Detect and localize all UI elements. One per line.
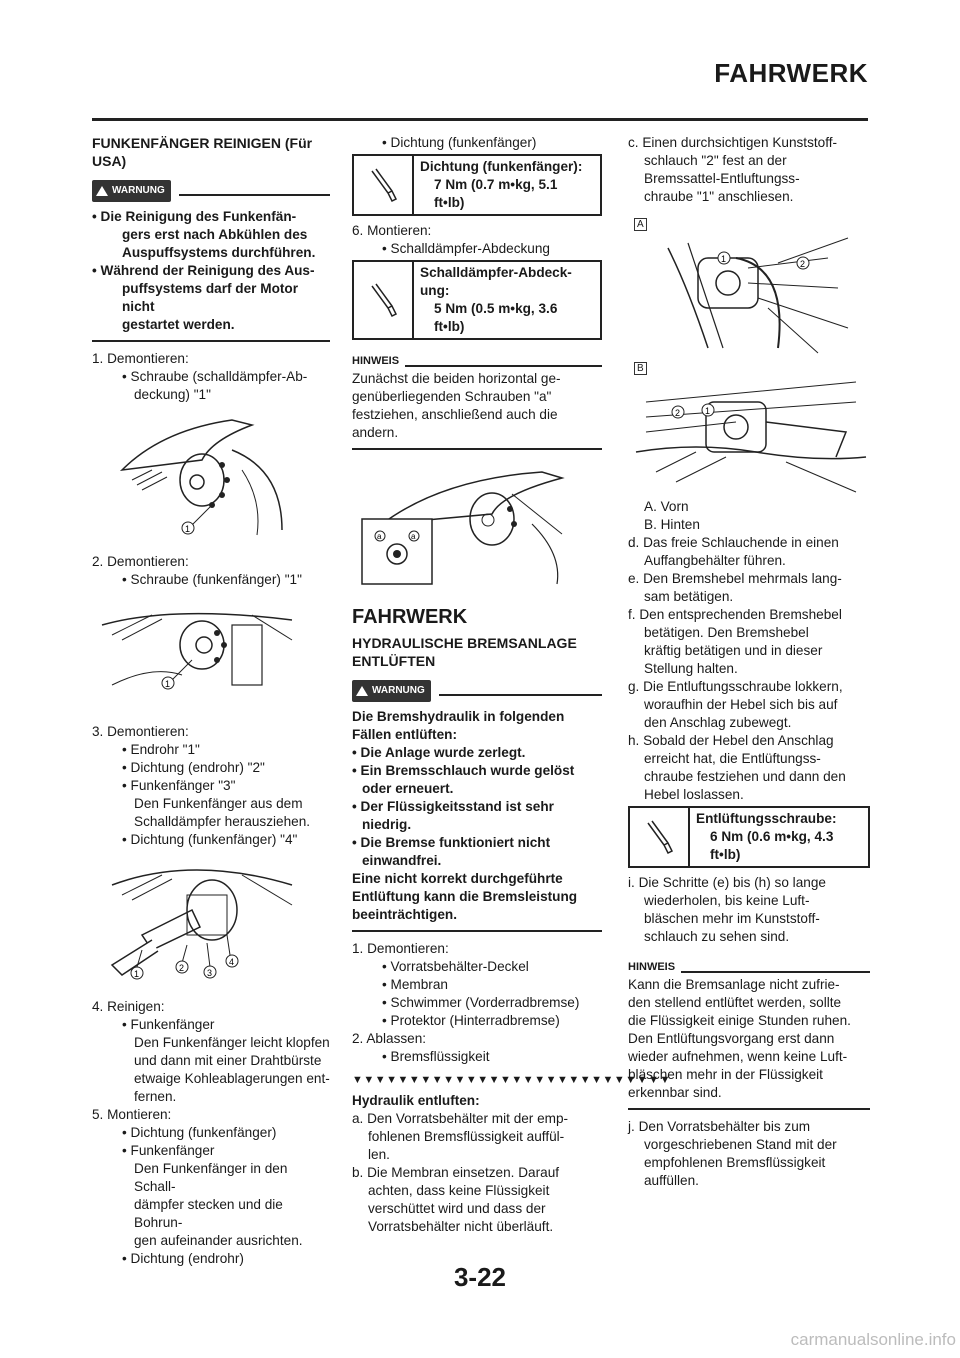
legend-front: A. Vorn — [644, 499, 689, 514]
warning-body — [352, 708, 602, 932]
note-rule — [681, 971, 870, 973]
step-5-note: gen aufeinander ausrichten. — [134, 1233, 303, 1248]
warning-badge — [92, 180, 171, 202]
note-line: andern. — [352, 425, 399, 440]
torque-label: Schalldämpfer-Abdeck- — [420, 265, 572, 280]
hydraulik-title: Hydraulik entluften: — [352, 1093, 480, 1108]
torque-label: ung: — [420, 283, 450, 298]
note-header — [628, 958, 870, 976]
note-line: Den Entlüftungsvorgang erst dann — [628, 1031, 835, 1046]
torque-wrench-icon — [630, 808, 690, 866]
step-4-note: fernen. — [134, 1089, 177, 1104]
step-3-item: • Funkenfänger "3" — [122, 778, 236, 793]
warning-line: gers erst nach Abkühlen des — [122, 227, 308, 242]
note-line: genüberliegenden Schrauben "a" — [352, 389, 552, 404]
torque-box-muffler-cover — [352, 260, 602, 340]
warning-line: Entlüftung kann die Bremsleistung — [352, 889, 578, 904]
note-line: die Flüssigkeit einige Stunden ruhen. — [628, 1013, 851, 1028]
torque-wrench-icon — [354, 262, 414, 338]
step-j: j. Den Vorratsbehälter bis zum — [628, 1119, 811, 1134]
step-i: i. Die Schritte (e) bis (h) so lange — [628, 875, 826, 890]
step-5-item: • Funkenfänger — [122, 1143, 215, 1158]
step-3-note: Schalldämpfer herausziehen. — [134, 814, 311, 829]
warning-header — [92, 180, 330, 202]
torque-text — [414, 262, 578, 338]
callout-3: 3 — [207, 968, 213, 978]
step-b: achten, dass keine Flüssigkeit — [368, 1183, 550, 1198]
note-line: Kann die Bremsanlage nicht zufrie- — [628, 977, 840, 992]
warning-line: • Ein Bremsschlauch wurde gelöst — [352, 763, 575, 778]
warning-line: • Während der Reinigung des Aus- — [92, 263, 315, 278]
warning-line: • Die Bremse funktioniert nicht — [352, 835, 551, 850]
step-j: vorgeschriebenen Stand mit der — [644, 1137, 837, 1152]
bleed-step-1-item: • Vorratsbehälter-Deckel — [382, 959, 529, 974]
figure-label-b: B — [634, 362, 647, 375]
step-2-item: • Schraube (funkenfänger) "1" — [122, 572, 302, 587]
step-g: den Anschlag zubewegt. — [644, 715, 792, 730]
warning-line: oder erneuert. — [362, 781, 454, 796]
step-3-note: Den Funkenfänger aus dem — [134, 796, 303, 811]
step-i: bläschen mehr im Kunststoff- — [644, 911, 820, 926]
step-2: 2. Demontieren: — [92, 554, 189, 569]
note-line: erkennbar sind. — [628, 1085, 722, 1100]
warning-line: • Der Flüssigkeitsstand ist sehr — [352, 799, 554, 814]
warning-rule — [439, 694, 602, 696]
step-4: 4. Reinigen: — [92, 999, 165, 1014]
step-1-item: • Schraube (schalldämpfer-Ab- — [122, 369, 308, 384]
column-1 — [92, 134, 330, 1268]
warning-line: Auspuffsystems durchführen. — [122, 245, 316, 260]
callout-1: 1 — [721, 254, 727, 264]
step-d: d. Das freie Schlauchende in einen — [628, 535, 839, 550]
torque-box-gasket — [352, 154, 602, 216]
note-header — [352, 352, 602, 370]
bleed-step-1: 1. Demontieren: — [352, 941, 449, 956]
step-f: kräftig betätigen und in dieser — [644, 643, 823, 658]
step-3-item: • Dichtung (endrohr) "2" — [122, 760, 265, 775]
step-f: betätigen. Den Bremshebel — [644, 625, 809, 640]
step-j: empfohlenen Bremsflüssigkeit — [644, 1155, 826, 1170]
note-line: den stellend entlüftet werden, sollte — [628, 995, 842, 1010]
section-title-chassis: FAHRWERK — [352, 606, 468, 628]
step-3-item: • Dichtung (funkenfänger) "4" — [122, 832, 298, 847]
step-4-note: Den Funkenfänger leicht klopfen — [134, 1035, 330, 1050]
step-4-note: etwaige Kohleablagerungen ent- — [134, 1071, 330, 1086]
warning-line: • Die Anlage wurde zerlegt. — [352, 745, 526, 760]
step-1-item: deckung) "1" — [134, 387, 211, 402]
step-3: 3. Demontieren: — [92, 724, 189, 739]
figure-spark-arrester-parts — [92, 855, 312, 985]
bleed-step-1-item: • Protektor (Hinterradbremse) — [382, 1013, 560, 1028]
step-5-item: • Dichtung (funkenfänger) — [122, 1125, 277, 1140]
bleed-step-1-item: • Schwimmer (Vorderradbremse) — [382, 995, 580, 1010]
step-h: chraube festziehen und dann den — [644, 769, 846, 784]
figure-label-a: A — [634, 218, 647, 231]
step-5-note: Den Funkenfänger in den Schall- — [134, 1161, 288, 1194]
callout-a: a — [411, 532, 416, 541]
warning-line: puffsystems darf der Motor nicht — [122, 281, 298, 314]
note-line: Zunächst die beiden horizontal ge- — [352, 371, 561, 386]
step-b: b. Die Membran einsetzen. Darauf — [352, 1165, 560, 1180]
column-3 — [628, 134, 870, 1190]
torque-wrench-icon — [354, 156, 414, 214]
note-line: festziehen, anschließend auch die — [352, 407, 558, 422]
callout-2: 2 — [179, 963, 185, 973]
torque-text — [414, 156, 588, 214]
warning-line: • Die Reinigung des Funkenfän- — [92, 209, 297, 224]
torque-value: 7 Nm (0.7 m•kg, 5.1 — [434, 177, 558, 192]
step-4-note: und dann mit einer Drahtbürste — [134, 1053, 322, 1068]
figure-front-caliper — [628, 218, 870, 356]
warning-label: WARNUNG — [112, 185, 165, 196]
warning-line: Die Bremshydraulik in folgenden — [352, 709, 565, 724]
step-1: 1. Demontieren: — [92, 351, 189, 366]
section-title-spark-arrester: FUNKENFÄNGER REINIGEN (Für USA) — [92, 135, 313, 169]
note-line: bläschen mehr in der Flüssigkeit — [628, 1067, 823, 1082]
step-j: auffüllen. — [644, 1173, 699, 1188]
warning-rule — [179, 194, 330, 196]
callout-2: 2 — [800, 259, 806, 269]
step-i: wiederholen, bis keine Luft- — [644, 893, 810, 908]
step-c: Bremssattel-Entluftungss- — [644, 171, 800, 186]
step-5-note: dämpfer stecken und die Bohrun- — [134, 1197, 283, 1230]
torque-value: 6 Nm (0.6 m•kg, 4.3 — [710, 829, 834, 844]
callout-a: a — [377, 532, 382, 541]
step-6-item: • Schalldämpfer-Abdeckung — [382, 241, 550, 256]
step-5-item: • Dichtung (endrohr) — [122, 1251, 244, 1266]
figure-spark-arrester-screw — [92, 595, 312, 710]
warning-line: einwandfrei. — [362, 853, 442, 868]
torque-value: ft•lb) — [710, 847, 741, 862]
callout-4: 4 — [229, 957, 235, 967]
figure-muffler-cover-tighten-order — [352, 464, 582, 589]
warning-icon — [96, 186, 108, 196]
step-c: c. Einen durchsichtigen Kunststoff- — [628, 135, 838, 150]
figure-muffler-cover-screw — [92, 410, 312, 540]
step-e: e. Den Bremshebel mehrmals lang- — [628, 571, 842, 586]
step-a: fohlenen Bremsflüssigkeit auffül- — [368, 1129, 565, 1144]
warning-body — [92, 208, 330, 342]
step-h: h. Sobald der Hebel den Anschlag — [628, 733, 834, 748]
step-h: Hebel loslassen. — [644, 787, 744, 802]
page-header-title: FAHRWERK — [714, 58, 868, 88]
torque-label: Entlüftungsschraube: — [696, 811, 837, 826]
step-b: verschüttet wird und dass der — [368, 1201, 546, 1216]
step-i: schlauch zu sehen sind. — [644, 929, 790, 944]
step-a: len. — [368, 1147, 390, 1162]
step-5-item: • Dichtung (funkenfänger) — [382, 135, 537, 150]
step-3-item: • Endrohr "1" — [122, 742, 200, 757]
note-label: HINWEIS — [628, 961, 676, 973]
callout-2: 2 — [675, 408, 681, 418]
step-g: woraufhin der Hebel sich bis auf — [644, 697, 838, 712]
step-h: erreicht hat, die Entlüftungss- — [644, 751, 821, 766]
torque-text — [690, 808, 842, 866]
step-f: f. Den entsprechenden Bremshebel — [628, 607, 842, 622]
legend-rear: B. Hinten — [644, 517, 700, 532]
section-title-brake-bleeding: HYDRAULISCHE BREMSANLAGE ENTLÜFTEN — [352, 635, 577, 669]
note-line: wieder aufnehmen, wenn keine Luft- — [628, 1049, 848, 1064]
note-rule — [405, 365, 602, 367]
step-c: chraube "1" anschliesen. — [644, 189, 794, 204]
step-b: Vorratsbehälter nicht überläuft. — [368, 1219, 554, 1234]
rear-caliper-drawing — [636, 362, 868, 492]
warning-header — [352, 680, 602, 702]
header-rule — [92, 118, 868, 121]
bleed-step-2-item: • Bremsflüssigkeit — [382, 1049, 490, 1064]
warning-badge — [352, 680, 431, 702]
step-6: 6. Montieren: — [352, 223, 432, 238]
bleed-step-2: 2. Ablassen: — [352, 1031, 427, 1046]
step-4-item: • Funkenfänger — [122, 1017, 215, 1032]
watermark: carmanualsonline.info — [790, 1330, 956, 1349]
note-body — [628, 976, 870, 1110]
callout-1: 1 — [165, 679, 171, 689]
page-number: 3-22 — [453, 1262, 507, 1292]
step-5: 5. Montieren: — [92, 1107, 172, 1122]
warning-line: gestartet werden. — [122, 317, 235, 332]
triangle-separator: ▼▼▼▼▼▼▼▼▼▼▼▼▼▼▼▼▼▼▼▼▼▼▼▼▼▼▼▼ — [352, 1074, 671, 1086]
warning-label: WARNUNG — [372, 685, 425, 696]
callout-1: 1 — [185, 524, 191, 534]
step-e: sam betätigen. — [644, 589, 734, 604]
step-f: Stellung halten. — [644, 661, 738, 676]
torque-value: 5 Nm (0.5 m•kg, 3.6 — [434, 301, 558, 316]
step-d: Auffangbehälter führen. — [644, 553, 786, 568]
front-caliper-drawing — [648, 228, 868, 353]
step-a: a. Den Vorratsbehälter mit der emp- — [352, 1111, 569, 1126]
torque-value: ft•lb) — [434, 319, 465, 334]
step-c: schlauch "2" fest an der — [644, 153, 787, 168]
bleed-step-1-item: • Membran — [382, 977, 448, 992]
warning-line: beeinträchtigen. — [352, 907, 457, 922]
warning-line: Eine nicht korrekt durchgeführte — [352, 871, 563, 886]
step-g: g. Die Entluftungsschraube lokkern, — [628, 679, 843, 694]
torque-box-bleed-screw — [628, 806, 870, 868]
note-body — [352, 370, 602, 450]
callout-1: 1 — [134, 969, 140, 979]
figure-rear-caliper — [628, 362, 870, 494]
warning-line: Fällen entlüften: — [352, 727, 457, 742]
warning-line: niedrig. — [362, 817, 412, 832]
note-label: HINWEIS — [352, 355, 400, 367]
warning-icon — [356, 686, 368, 696]
callout-1: 1 — [705, 406, 711, 416]
torque-label: Dichtung (funkenfänger): — [420, 159, 583, 174]
torque-value: ft•lb) — [434, 195, 465, 210]
